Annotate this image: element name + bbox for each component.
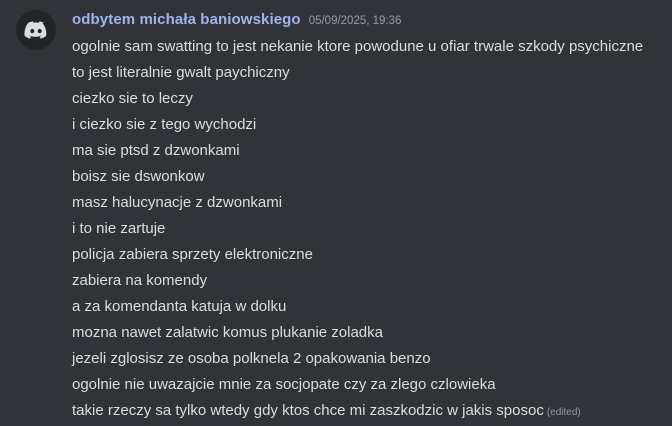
message-line: i to nie zartuje bbox=[72, 220, 166, 237]
message-line-text: takie rzeczy sa tylko wtedy gdy ktos chce mi zaszkodzic w jakis sposoc bbox=[72, 402, 544, 419]
message-line: ciezko sie to leczy bbox=[72, 90, 193, 107]
avatar[interactable] bbox=[16, 10, 56, 50]
message-author[interactable]: odbytem michała baniowskiego bbox=[72, 11, 301, 28]
message-line: a za komendanta katuja w dolku bbox=[72, 298, 287, 315]
discord-logo-icon bbox=[24, 18, 48, 42]
avatar-column bbox=[16, 8, 72, 426]
message-line: i ciezko sie z tego wychodzi bbox=[72, 116, 257, 133]
message-line: to jest literalnie gwalt paychiczny bbox=[72, 64, 290, 81]
message-line: policja zabiera sprzety elektroniczne bbox=[72, 246, 313, 263]
message-line: ogolnie sam swatting to jest nekanie ktore powodune u ofiar trwale szkody psychiczne bbox=[72, 38, 644, 55]
message-line: jezeli zglosisz ze osoba polknela 2 opakowania benzo bbox=[72, 350, 431, 367]
message-line: ogolnie nie uwazajcie mnie za socjopate czy za zlego czlowieka bbox=[72, 376, 496, 393]
message-body bbox=[72, 8, 656, 426]
message-timestamp: 05/09/2025, 19:36 bbox=[308, 15, 402, 27]
message-line: boisz sie dswonkow bbox=[72, 168, 205, 185]
message-line: mozna nawet zalatwic komus plukanie zoladka bbox=[72, 324, 383, 341]
message-line: ma sie ptsd z dzwonkami bbox=[72, 142, 240, 159]
message-header bbox=[72, 9, 656, 32]
edited-marker: (edited) bbox=[546, 407, 581, 418]
message-line: masz halucynacje z dzwonkami bbox=[72, 194, 283, 211]
message-line: zabiera na komendy bbox=[72, 272, 208, 289]
message-line-last bbox=[72, 398, 656, 426]
